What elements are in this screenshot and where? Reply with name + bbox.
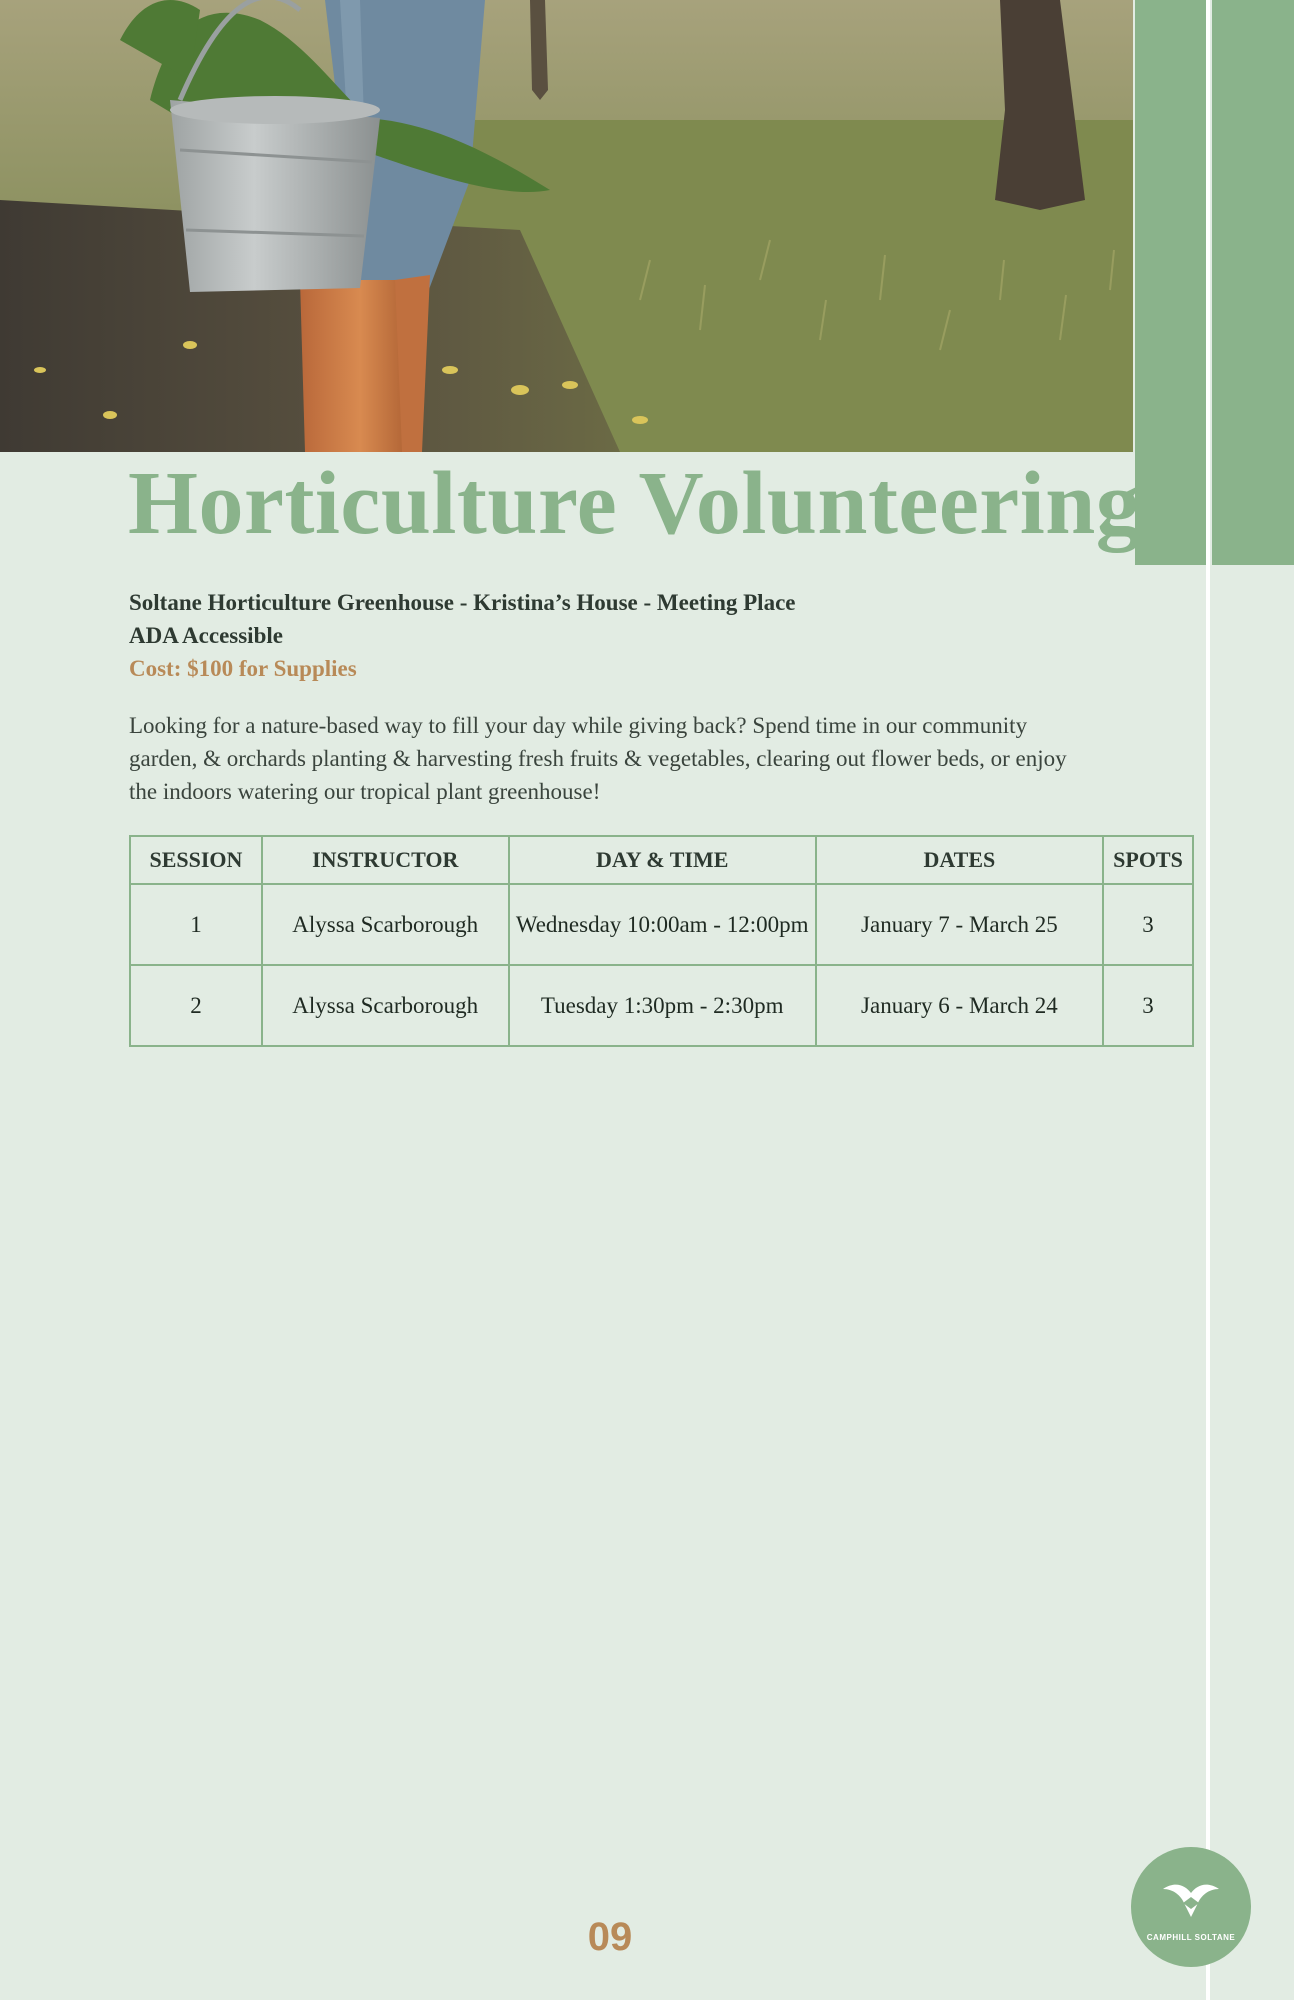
table-header-row — [130, 836, 1193, 884]
camphill-soltane-logo — [1131, 1847, 1251, 1967]
decorative-green-bar — [1212, 0, 1294, 565]
dates-cell: January 7 - March 25 — [816, 884, 1103, 965]
day-time-cell: Wednesday 10:00am - 12:00pm — [509, 884, 816, 965]
table-row — [130, 884, 1193, 965]
header-instructor: INSTRUCTOR — [262, 836, 509, 884]
header-day-time: DAY & TIME — [509, 836, 816, 884]
instructor-cell: Alyssa Scarborough — [262, 965, 509, 1046]
decorative-white-line — [1206, 0, 1210, 2000]
day-time-cell: Tuesday 1:30pm - 2:30pm — [509, 965, 816, 1046]
page-title: Horticulture Volunteering — [128, 454, 1142, 553]
session-table — [129, 835, 1194, 1047]
location-text: Soltane Horticulture Greenhouse - Kristina’s House - Meeting Place — [129, 590, 796, 615]
session-cell: 1 — [130, 884, 262, 965]
hero-photo — [0, 0, 1133, 452]
page-number: 09 — [587, 1915, 633, 1959]
bird-logo-icon — [1161, 1877, 1221, 1927]
description-text: Looking for a nature-based way to fill your day while giving back? Spend time in our community garden, & orchards planting & harvesting fresh fruits & vegetables, clearing out flower beds, or enjoy the indoors watering our tropical plant greenhouse! — [129, 713, 1067, 804]
cost-text: Cost: $100 for Supplies — [129, 656, 357, 681]
header-dates: DATES — [816, 836, 1103, 884]
accessibility-text: ADA Accessible — [129, 623, 283, 648]
decorative-green-bar — [1135, 0, 1208, 565]
spots-cell: 3 — [1103, 884, 1193, 965]
garden-bucket-image — [0, 0, 1133, 452]
table-row — [130, 965, 1193, 1046]
session-cell: 2 — [130, 965, 262, 1046]
program-info — [129, 586, 1129, 685]
instructor-cell: Alyssa Scarborough — [262, 884, 509, 965]
dates-cell: January 6 - March 24 — [816, 965, 1103, 1046]
header-spots: SPOTS — [1103, 836, 1193, 884]
spots-cell: 3 — [1103, 965, 1193, 1046]
header-session: SESSION — [130, 836, 262, 884]
logo-text: CAMPHILL SOLTANE — [1146, 1933, 1236, 1942]
